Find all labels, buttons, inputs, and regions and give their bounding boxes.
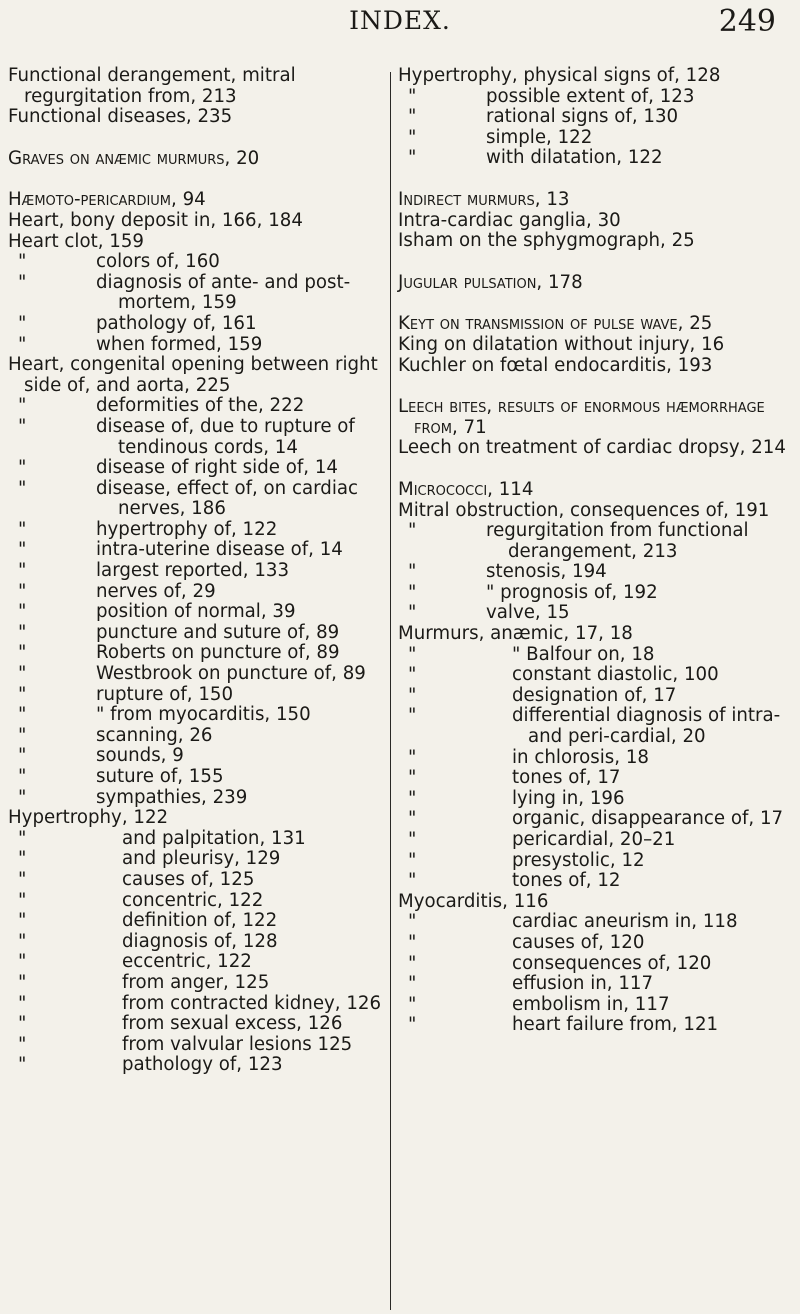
index-entry — [398, 501, 786, 522]
index-entry-text: intra-uterine disease of, 14 — [96, 539, 343, 561]
index-entry-text: heart failure from, 121 — [512, 1014, 719, 1036]
index-entry-text: from contracted kidney, 126 — [122, 992, 382, 1014]
index-entry-text: constant diastolic, 100 — [512, 664, 719, 686]
index-entry-text: rational signs of, 130 — [486, 106, 679, 128]
ditto-mark: " — [408, 849, 417, 871]
index-entry — [8, 314, 384, 335]
index-entry-text: tones of, 12 — [512, 870, 621, 892]
index-entry-text: Myocarditis, 116 — [398, 890, 549, 912]
index-entry-text: pericardial, 20–21 — [512, 829, 676, 850]
index-entry — [8, 479, 384, 520]
index-entry-text: Functional diseases, 235 — [8, 106, 233, 128]
index-entry-text: position of normal, 39 — [96, 601, 296, 623]
index-entry-text: presystolic, 12 — [512, 849, 645, 871]
index-entry-text: valve, 15 — [486, 602, 570, 624]
index-entry — [398, 748, 786, 769]
index-entry — [398, 521, 786, 562]
index-entry-text: Hypertrophy, 122 — [8, 807, 169, 829]
ditto-mark: " — [18, 704, 27, 726]
index-entry-text: Kuchler on fœtal endocarditis, 193 — [398, 354, 713, 376]
index-entry-text: disease of, due to rupture of tendinous cords, 14 — [96, 415, 355, 458]
ditto-mark: " — [408, 85, 417, 107]
index-entry — [398, 314, 786, 335]
index-entry — [8, 705, 384, 726]
ditto-mark: " — [408, 684, 417, 706]
ditto-mark: " — [18, 312, 27, 334]
index-entry-text: rupture of, 150 — [96, 683, 234, 705]
index-entry-text: scanning, 26 — [96, 724, 213, 746]
index-entry-text: tones of, 17 — [512, 767, 621, 789]
index-entry — [8, 932, 384, 953]
ditto-mark: " — [408, 973, 417, 995]
index-entry-text: Hypertrophy, physical signs of, 128 — [398, 65, 721, 86]
index-entry-text: hypertrophy of, 122 — [96, 518, 278, 540]
index-entry — [8, 107, 384, 128]
ditto-mark: " — [18, 827, 27, 849]
index-entry-text: Functional derangement, mitral regurgitation from, 213 — [8, 65, 296, 107]
index-entry-text: concentric, 122 — [122, 889, 264, 911]
index-entry-text: from anger, 125 — [122, 971, 270, 993]
ditto-mark: " — [18, 539, 27, 561]
index-entry — [8, 685, 384, 706]
index-entry-text: and palpitation, 131 — [122, 827, 306, 849]
index-entry — [8, 66, 384, 107]
ditto-mark: " — [408, 520, 417, 542]
index-entry — [8, 232, 384, 253]
index-entry — [398, 624, 786, 645]
index-entry — [8, 788, 384, 809]
index-entry-text: simple, 122 — [486, 126, 593, 148]
index-entry-text: sympathies, 239 — [96, 786, 248, 808]
ditto-mark: " — [408, 787, 417, 809]
index-entry — [8, 664, 384, 685]
ditto-mark: " — [408, 147, 417, 169]
index-entry-text: Leech on treatment of cardiac dropsy, 214 — [398, 437, 786, 459]
index-entry-text: Graves on anæmic murmurs, 20 — [8, 147, 260, 169]
ditto-mark: " — [408, 602, 417, 624]
ditto-mark: " — [18, 518, 27, 540]
index-entry — [8, 891, 384, 912]
ditto-mark: " — [18, 415, 27, 437]
index-entry — [8, 767, 384, 788]
index-entry-text: with dilatation, 122 — [486, 147, 663, 169]
index-entry — [398, 686, 786, 707]
ditto-mark: " — [18, 910, 27, 932]
index-entry — [398, 438, 786, 459]
ditto-mark: " — [408, 106, 417, 128]
index-entry — [398, 397, 786, 438]
ditto-mark: " — [18, 848, 27, 870]
index-entry — [8, 211, 384, 232]
ditto-mark: " — [18, 992, 27, 1014]
index-entry-text: cardiac aneurism in, 118 — [512, 911, 738, 933]
ditto-mark: " — [18, 271, 27, 293]
index-entry — [398, 830, 786, 851]
index-entry — [398, 645, 786, 666]
ditto-mark: " — [18, 601, 27, 623]
ditto-mark: " — [408, 643, 417, 665]
index-entry — [8, 849, 384, 870]
index-entry-text: from sexual excess, 126 — [122, 1013, 343, 1035]
index-entry — [8, 540, 384, 561]
ditto-mark: " — [18, 1054, 27, 1076]
index-entry-text: colors of, 160 — [96, 251, 220, 273]
index-entry — [398, 583, 786, 604]
index-entry — [398, 995, 786, 1016]
ditto-mark: " — [408, 808, 417, 830]
ditto-mark: " — [18, 951, 27, 973]
index-entry — [8, 952, 384, 973]
index-entry-text: embolism in, 117 — [512, 993, 670, 1015]
entry-spacer — [398, 293, 786, 314]
index-entry — [398, 933, 786, 954]
ditto-mark: " — [18, 663, 27, 685]
ditto-mark: " — [408, 931, 417, 953]
index-entry — [8, 520, 384, 541]
index-entry — [8, 1035, 384, 1056]
index-entry — [8, 252, 384, 273]
index-entry-text: deformities of the, 222 — [96, 395, 305, 417]
index-entry-text: Keyt on transmission of pulse wave, 25 — [398, 313, 713, 335]
index-entry-text: Hæmoto-pericardium, 94 — [8, 189, 206, 211]
index-entry — [398, 128, 786, 149]
ditto-mark: " — [408, 993, 417, 1015]
entry-spacer — [398, 169, 786, 190]
ditto-mark: " — [18, 457, 27, 479]
ditto-mark: " — [18, 642, 27, 664]
index-entry-text: causes of, 125 — [122, 868, 255, 890]
index-entry-text: eccentric, 122 — [122, 951, 252, 973]
index-entry-text: effusion in, 117 — [512, 973, 654, 995]
ditto-mark: " — [18, 477, 27, 499]
ditto-mark: " — [408, 561, 417, 583]
index-entry — [398, 335, 786, 356]
ditto-mark: " — [18, 580, 27, 602]
index-entry — [398, 851, 786, 872]
index-entry-text: Heart, congenital opening between right side of, and aorta, 225 — [8, 354, 378, 396]
ditto-mark: " — [18, 971, 27, 993]
index-entry-text: " from myocarditis, 150 — [96, 704, 311, 726]
index-entry-text: sounds, 9 — [96, 745, 184, 767]
index-entry-text: Intra-cardiac ganglia, 30 — [398, 209, 621, 231]
index-entry — [8, 973, 384, 994]
index-entry-text: Murmurs, anæmic, 17, 18 — [398, 623, 633, 645]
index-entry-text: diagnosis of, 128 — [122, 930, 278, 952]
ditto-mark: " — [18, 251, 27, 273]
index-entry — [398, 211, 786, 232]
index-entry — [8, 149, 384, 170]
ditto-mark: " — [18, 621, 27, 643]
index-entry-text: Roberts on puncture of, 89 — [96, 642, 340, 664]
index-entry — [8, 808, 384, 829]
ditto-mark: " — [408, 1014, 417, 1036]
index-entry — [398, 706, 786, 747]
index-entry-text: Leech bites, results of enormous hæmorrhage from, 71 — [398, 396, 765, 438]
ditto-mark: " — [408, 126, 417, 148]
index-column-right — [398, 66, 786, 1036]
index-entry-text: disease, effect of, on cardiac nerves, 186 — [96, 477, 359, 520]
index-entry — [398, 190, 786, 211]
page-number: 249 — [718, 4, 776, 39]
index-entry — [8, 190, 384, 211]
index-entry-text: causes of, 120 — [512, 931, 645, 953]
index-entry — [8, 1014, 384, 1035]
index-entry-text: disease of right side of, 14 — [96, 457, 338, 479]
index-entry-text: in chlorosis, 18 — [512, 746, 649, 768]
ditto-mark: " — [408, 829, 417, 850]
index-entry — [8, 582, 384, 603]
index-entry-text: puncture and suture of, 89 — [96, 621, 340, 643]
index-entry — [398, 665, 786, 686]
index-entry — [8, 726, 384, 747]
index-entry-text: Micrococci, 114 — [398, 478, 534, 500]
index-entry-text: designation of, 17 — [512, 684, 677, 706]
index-entry — [398, 231, 786, 252]
index-entry-text: Heart, bony deposit in, 166, 184 — [8, 209, 303, 231]
ditto-mark: " — [18, 930, 27, 952]
index-entry-text: lying in, 196 — [512, 787, 625, 809]
index-entry — [398, 107, 786, 128]
index-entry-text: diagnosis of ante- and post-mortem, 159 — [96, 271, 351, 314]
index-entry-text: stenosis, 194 — [486, 561, 607, 583]
ditto-mark: " — [18, 766, 27, 787]
index-entry-text: King on dilatation without injury, 16 — [398, 333, 725, 355]
index-entry — [398, 66, 786, 87]
ditto-mark: " — [408, 705, 417, 727]
index-entry — [398, 562, 786, 583]
index-entry-text: Mitral obstruction, consequences of, 191 — [398, 499, 770, 521]
index-entry — [8, 355, 384, 396]
index-entry-text: and pleurisy, 129 — [122, 848, 281, 870]
index-entry — [8, 602, 384, 623]
index-entry-text: Heart clot, 159 — [8, 230, 144, 252]
ditto-mark: " — [408, 746, 417, 768]
entry-spacer — [398, 376, 786, 397]
index-entry-text: pathology of, 161 — [96, 312, 257, 334]
index-entry — [398, 809, 786, 830]
index-entry — [8, 746, 384, 767]
index-entry-text: " Balfour on, 18 — [512, 643, 655, 665]
index-entry — [8, 458, 384, 479]
index-entry-text: Isham on the sphygmograph, 25 — [398, 230, 695, 252]
index-entry — [398, 356, 786, 377]
ditto-mark: " — [408, 767, 417, 789]
index-entry-text: Jugular pulsation, 178 — [398, 271, 583, 293]
entry-spacer — [398, 459, 786, 480]
index-entry — [8, 396, 384, 417]
index-entry — [8, 623, 384, 644]
index-entry — [8, 994, 384, 1015]
index-entry — [398, 148, 786, 169]
index-entry — [398, 480, 786, 501]
index-column-left — [8, 66, 384, 1076]
column-divider — [390, 72, 391, 1310]
index-entry — [398, 603, 786, 624]
index-entry — [8, 335, 384, 356]
ditto-mark: " — [408, 664, 417, 686]
ditto-mark: " — [18, 1033, 27, 1055]
index-entry — [8, 911, 384, 932]
ditto-mark: " — [18, 683, 27, 705]
index-entry-text: regurgitation from functional derangement, 213 — [486, 520, 749, 562]
index-entry-text: organic, disappearance of, 17 — [512, 808, 784, 830]
index-entry — [398, 1015, 786, 1036]
index-entry-text: definition of, 122 — [122, 910, 278, 932]
index-entry — [398, 871, 786, 892]
ditto-mark: " — [18, 395, 27, 417]
ditto-mark: " — [18, 868, 27, 890]
index-entry — [398, 768, 786, 789]
index-entry-text: possible extent of, 123 — [486, 85, 695, 107]
index-entry-text: suture of, 155 — [96, 766, 224, 787]
index-entry — [398, 892, 786, 913]
index-entry — [398, 974, 786, 995]
index-entry — [8, 1055, 384, 1076]
ditto-mark: " — [408, 870, 417, 892]
index-entry-text: largest reported, 133 — [96, 560, 290, 582]
index-entry-text: differential diagnosis of intra- and peri-cardial, 20 — [512, 705, 781, 748]
ditto-mark: " — [18, 745, 27, 767]
index-entry — [398, 954, 786, 975]
ditto-mark: " — [18, 1013, 27, 1035]
index-entry-text: Westbrook on puncture of, 89 — [96, 663, 366, 685]
ditto-mark: " — [408, 581, 417, 603]
index-entry — [398, 273, 786, 294]
index-entry-text: " prognosis of, 192 — [486, 581, 658, 603]
index-entry-text: pathology of, 123 — [122, 1054, 283, 1076]
ditto-mark: " — [18, 560, 27, 582]
page-header-title: INDEX. — [349, 6, 451, 35]
ditto-mark: " — [18, 724, 27, 746]
entry-spacer — [8, 169, 384, 190]
index-entry — [398, 912, 786, 933]
ditto-mark: " — [18, 333, 27, 355]
ditto-mark: " — [408, 952, 417, 974]
index-entry-text: Indirect murmurs, 13 — [398, 188, 570, 210]
index-entry-text: from valvular lesions 125 — [122, 1033, 353, 1055]
entry-spacer — [398, 252, 786, 273]
index-entry — [8, 417, 384, 458]
index-entry-text: when formed, 159 — [96, 333, 263, 355]
index-entry-text: nerves of, 29 — [96, 580, 216, 602]
index-entry — [8, 561, 384, 582]
index-entry — [8, 273, 384, 314]
index-entry — [398, 789, 786, 810]
index-entry — [398, 87, 786, 108]
index-entry — [8, 870, 384, 891]
ditto-mark: " — [408, 911, 417, 933]
ditto-mark: " — [18, 786, 27, 808]
entry-spacer — [8, 128, 384, 149]
index-entry — [8, 829, 384, 850]
index-entry — [8, 643, 384, 664]
ditto-mark: " — [18, 889, 27, 911]
index-entry-text: consequences of, 120 — [512, 952, 712, 974]
